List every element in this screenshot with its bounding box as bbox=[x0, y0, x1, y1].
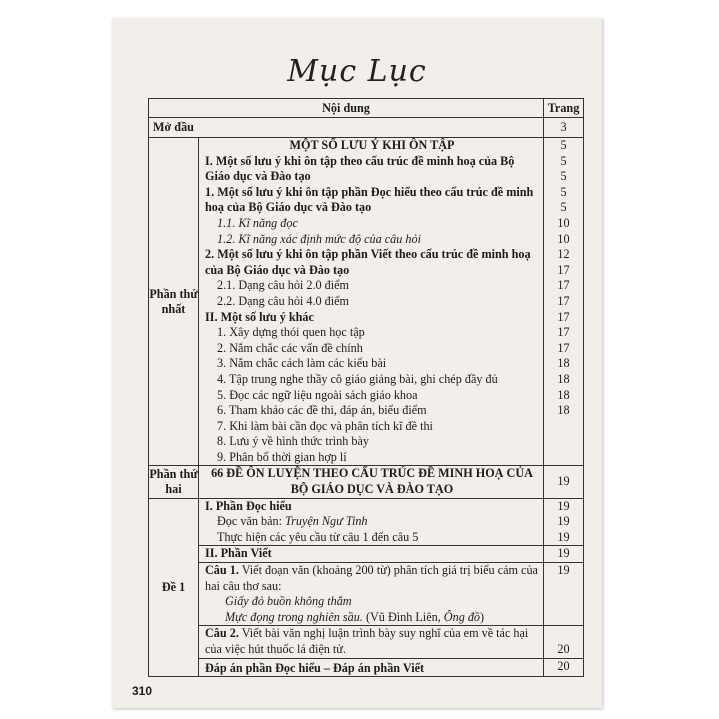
part2-content bbox=[199, 466, 544, 498]
page-number: 19 bbox=[557, 514, 570, 529]
de1-label: Đề 1 bbox=[149, 498, 199, 677]
table-header-row bbox=[149, 99, 584, 118]
reading-task: Thực hiện các yêu cầu từ câu 1 đến câu 5 bbox=[217, 529, 419, 544]
page-number: 5 bbox=[560, 200, 567, 215]
reading-text-title: Truyện Ngư Tinh bbox=[285, 514, 368, 529]
part1-heading: MỘT SỐ LƯU Ý KHI ÔN TẬP bbox=[289, 138, 455, 152]
q2-label: Câu 2. bbox=[205, 626, 239, 641]
de1-q2 bbox=[199, 626, 544, 658]
table-of-contents bbox=[148, 98, 584, 677]
q1-body: Viết đoạn văn (khoảng 200 từ) phân tích giá trị biểu cảm của hai câu thơ sau: bbox=[205, 563, 538, 593]
q1-text bbox=[199, 563, 543, 594]
page-number: 5 bbox=[560, 184, 567, 199]
page-number: 20 bbox=[557, 642, 570, 656]
page-number: 17 bbox=[557, 340, 570, 355]
de1-q1-page bbox=[544, 563, 584, 626]
poem-line: Giấy đỏ buồn không thắm bbox=[225, 594, 352, 609]
part2-page bbox=[544, 466, 584, 498]
part1-item: 2.1. Dạng câu hỏi 2.0 điểm bbox=[217, 278, 350, 293]
q2-text bbox=[199, 626, 543, 657]
part1-item: 9. Phân bổ thời gian hợp lí bbox=[217, 449, 347, 464]
intro-page: 3 bbox=[544, 118, 584, 138]
page-number: 5 bbox=[560, 153, 567, 168]
de1-q2-page bbox=[544, 626, 584, 658]
answer-text: Đáp án phần Đọc hiểu – Đáp án phần Viết bbox=[205, 660, 425, 675]
poem-source: (Vũ Đình Liên, bbox=[362, 609, 444, 624]
page-number: 10 bbox=[557, 215, 570, 230]
de1-q1-row bbox=[149, 563, 584, 626]
page-number: 19 bbox=[557, 563, 570, 578]
page-number: 17 bbox=[557, 325, 570, 340]
page-number: 17 bbox=[557, 309, 570, 324]
part1-item: 1. Xây dựng thói quen học tập bbox=[217, 325, 365, 340]
part1-label-text: Phần thứ nhất bbox=[149, 286, 198, 316]
header-content: Nội dung bbox=[149, 99, 544, 118]
de1-answer-page bbox=[544, 658, 584, 677]
part1-item: 1.1. Kĩ năng đọc bbox=[217, 215, 298, 230]
de1-reading bbox=[199, 498, 544, 546]
part1-item: 8. Lưu ý về hình thức trình bày bbox=[217, 434, 369, 449]
page-number: 18 bbox=[557, 387, 570, 402]
part1-item: I. Một số lưu ý khi ôn tập theo cấu trúc đề minh hoạ của Bộ Giáo dục và Đào tạo bbox=[205, 153, 515, 184]
de1-q2-row bbox=[149, 626, 584, 658]
page-number-footer: 310 bbox=[132, 684, 153, 698]
part1-label bbox=[149, 138, 199, 466]
page-number: 19 bbox=[557, 529, 570, 544]
part1-item: 7. Khi làm bài cần đọc và phân tích kĩ đề thi bbox=[217, 418, 433, 433]
de1-writing-title-row bbox=[149, 546, 584, 563]
page-number: 19 bbox=[557, 498, 570, 513]
page-number: 12 bbox=[557, 247, 570, 262]
page-number: 18 bbox=[557, 371, 570, 386]
intro-row bbox=[149, 118, 584, 138]
page-number: 18 bbox=[557, 403, 570, 418]
part2-row bbox=[149, 466, 584, 498]
part2-label bbox=[149, 466, 199, 498]
de1-writing-title bbox=[199, 546, 544, 563]
page-number: 17 bbox=[557, 262, 570, 277]
part1-item: 1.2. Kĩ năng xác định mức độ của câu hỏi bbox=[217, 231, 421, 246]
page-title: Mục Lục bbox=[287, 54, 427, 89]
de1-writing-title-page bbox=[544, 546, 584, 563]
page-number: 5 bbox=[560, 138, 567, 152]
part1-item: 5. Đọc các ngữ liệu ngoài sách giáo khoa bbox=[217, 387, 418, 402]
part1-row bbox=[149, 138, 584, 466]
de1-reading-row bbox=[149, 498, 584, 546]
part2-heading: 66 ĐỀ ÔN LUYỆN THEO CẤU TRÚC ĐỀ MINH HOẠ CỦA BỘ GIÁO DỤC VÀ ĐÀO TẠO bbox=[211, 466, 533, 497]
q1-label: Câu 1. bbox=[205, 563, 239, 578]
poem-line bbox=[199, 610, 543, 626]
part1-item: II. Một số lưu ý khác bbox=[205, 309, 314, 324]
page-number: 18 bbox=[557, 356, 570, 371]
de1-reading-pages bbox=[544, 498, 584, 546]
part1-content bbox=[199, 138, 544, 466]
part1-pages bbox=[544, 138, 584, 466]
page-number: 20 bbox=[557, 658, 570, 673]
poem-close: ) bbox=[480, 609, 485, 624]
intro-label: Mở đầu bbox=[149, 118, 544, 138]
de1-q1 bbox=[199, 563, 544, 626]
reading-text bbox=[199, 514, 543, 530]
book-page bbox=[112, 18, 602, 708]
q2-body: Viết bài văn nghị luận trình bày suy nghĩ của em về tác hại của việc hút thuốc lá điện tử. bbox=[205, 626, 529, 656]
reading-text-prefix: Đọc văn bản: bbox=[217, 514, 286, 529]
page-number: 17 bbox=[557, 278, 570, 293]
page-number: 17 bbox=[557, 293, 570, 308]
part1-item: 2. Một số lưu ý khi ôn tập phần Viết theo cấu trúc đề minh hoạ của Bộ Giáo dục và Đào tạo bbox=[205, 247, 531, 277]
part1-item: 2.2. Dạng câu hỏi 4.0 điểm bbox=[217, 293, 350, 308]
part1-item: 6. Tham khảo các đề thi, đáp án, biểu điểm bbox=[217, 403, 427, 418]
writing-title: II. Phần Viết bbox=[205, 546, 272, 561]
page-number: 19 bbox=[557, 474, 570, 489]
page-number: 5 bbox=[560, 169, 567, 184]
page-number: 19 bbox=[557, 546, 570, 561]
page-number: 10 bbox=[557, 231, 570, 246]
de1-answer bbox=[199, 658, 544, 677]
part1-item: 2. Nắm chắc các vấn đề chính bbox=[217, 340, 363, 355]
part1-item: 3. Nắm chắc cách làm các kiểu bài bbox=[217, 356, 387, 371]
poem-line-text: Mực đọng trong nghiên sầu. bbox=[225, 609, 363, 624]
poem-work: Ông đồ bbox=[443, 609, 481, 624]
de1-answer-row bbox=[149, 658, 584, 677]
reading-title: I. Phần Đọc hiểu bbox=[205, 498, 292, 513]
header-page: Trang bbox=[544, 99, 584, 118]
part1-item: 4. Tập trung nghe thầy cô giáo giảng bài, ghi chép đầy đủ bbox=[217, 371, 498, 386]
part2-label-text: Phần thứ hai bbox=[149, 467, 198, 497]
part1-item: 1. Một số lưu ý khi ôn tập phần Đọc hiểu theo cấu trúc đề minh hoạ của Bộ Giáo dục và Đào tạo bbox=[205, 184, 534, 215]
